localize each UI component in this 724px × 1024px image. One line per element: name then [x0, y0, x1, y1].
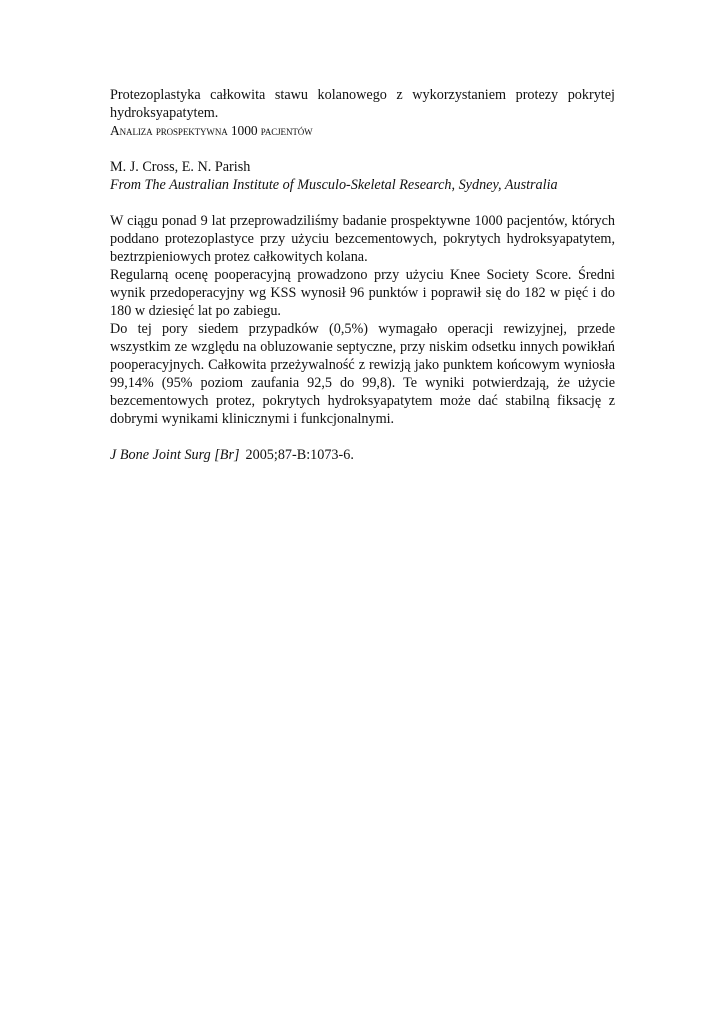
citation-reference: 2005;87-B:1073-6.: [245, 447, 354, 463]
citation-block: [110, 446, 615, 464]
spacer: [110, 428, 615, 446]
abstract-paragraph: Regularną ocenę pooperacyjną prowadzono przy użyciu Knee Society Score. Średni wynik przedoperacyjny wg KSS wynosił 96 punktów i poprawił się do 182 w pięć i do 180 w dziesięć lat po zabiegu.: [110, 267, 615, 319]
abstract-paragraph: W ciągu ponad 9 lat przeprowadziliśmy badanie prospektywne 1000 pacjentów, których poddano protezoplastyce przy użyciu bezcementowych, pokrytych hydroksyapatytem, beztrzpieniowych protez całkowitych kolana.: [110, 213, 615, 265]
title-block: [110, 86, 615, 140]
citation-line: [110, 446, 615, 464]
authors-block: [110, 158, 615, 194]
author-names: M. J. Cross, E. N. Parish: [110, 159, 251, 175]
document-page: [110, 86, 615, 464]
article-subtitle: Analiza prospektywna 1000 pacjentów: [110, 123, 313, 138]
spacer: [110, 140, 615, 158]
abstract-block: [110, 212, 615, 428]
article-title: Protezoplastyka całkowita stawu kolanowego z wykorzystaniem protezy pokrytej hydroksyapatytem.: [110, 87, 615, 121]
author-affiliation: From The Australian Institute of Musculo-Skeletal Research, Sydney, Australia: [110, 177, 558, 193]
abstract-paragraph: Do tej pory siedem przypadków (0,5%) wymagało operacji rewizyjnej, przede wszystkim ze względu na obluzowanie septyczne, przy niskim odsetku innych powikłań pooperacyjnych. Całkowita przeżywalność z rewizją jako punktem końcowym wyniosła 99,14% (95% poziom zaufania 92,5 do 99,8). Te wyniki potwierdzają, że użycie bezcementowych protez, pokrytych hydroksyapatytem może dać stabilną fiksację z dobrymi wynikami klinicznymi i funkcjonalnymi.: [110, 321, 615, 427]
citation-journal: J Bone Joint Surg [Br]: [110, 447, 240, 463]
spacer: [110, 194, 615, 212]
